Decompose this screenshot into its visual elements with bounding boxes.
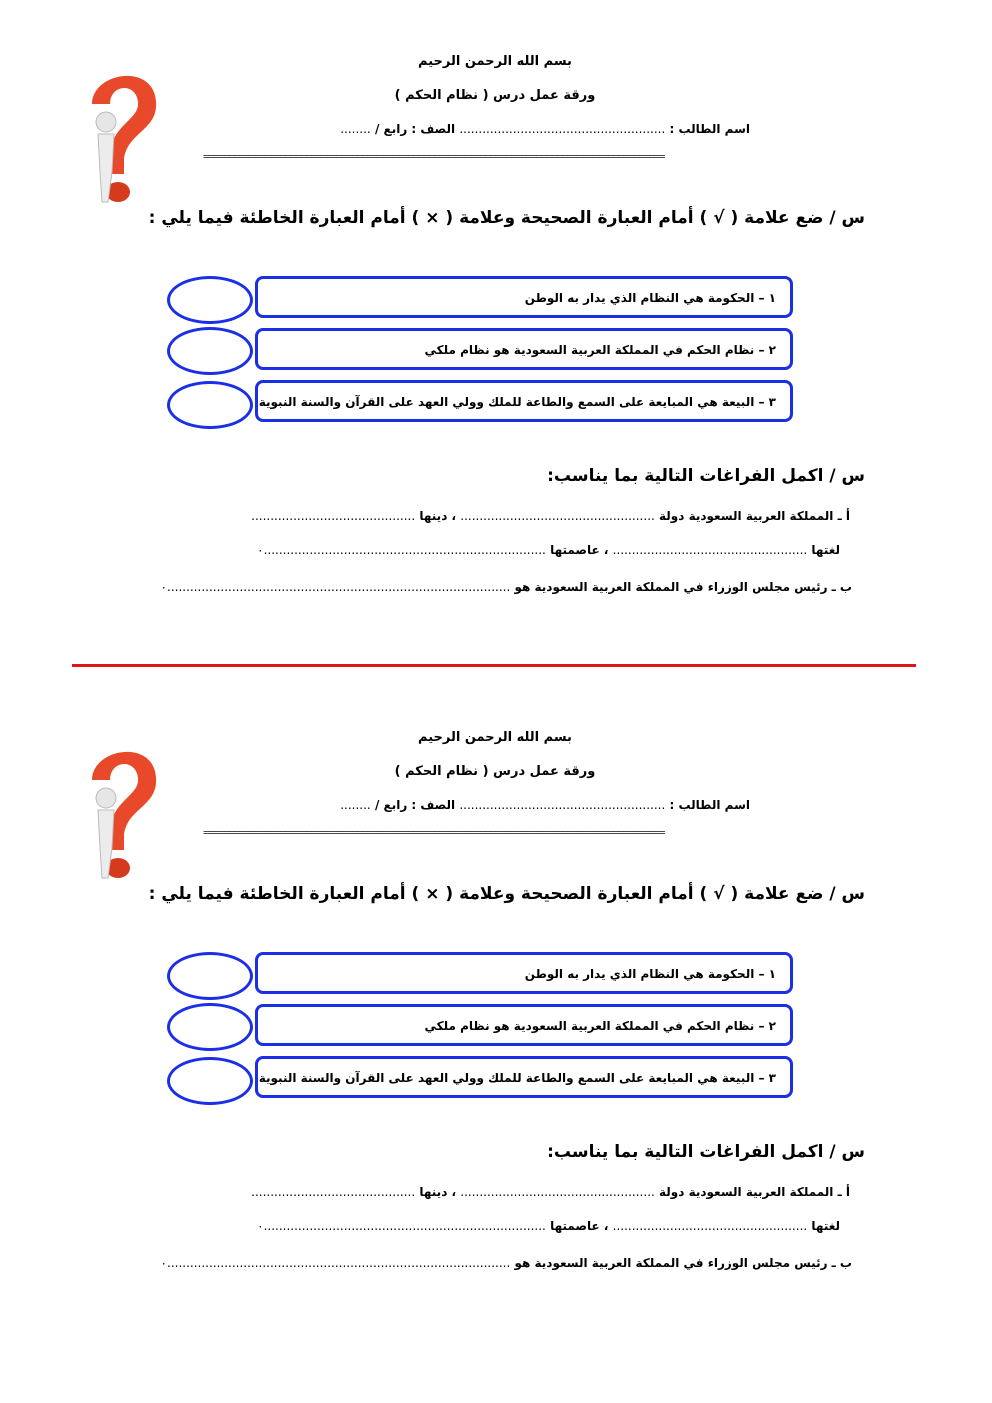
student-name-blank[interactable]: ...................................................... bbox=[459, 798, 666, 812]
separator: ========================================================================================== bbox=[203, 150, 665, 163]
separator: ========================================================================================== bbox=[203, 826, 665, 839]
answer-oval[interactable] bbox=[167, 1057, 253, 1105]
worksheet-top bbox=[0, 0, 992, 640]
question-mark-figure-icon bbox=[84, 62, 164, 210]
basmala: بسم الله الرحمن الرحيم bbox=[418, 54, 572, 69]
student-name-blank[interactable]: ...................................................... bbox=[459, 122, 666, 136]
statement-box: ٢ – نظام الحكم في المملكة العربية السعودية هو نظام ملكي bbox=[255, 1004, 793, 1046]
blank[interactable]: ..........................................................................٠ bbox=[257, 1219, 546, 1233]
blank[interactable]: ..........................................................................................٠ bbox=[160, 1256, 511, 1270]
blank[interactable]: ................................................... bbox=[460, 509, 655, 523]
fill-line-2: لغتها ................................................... ، عاصمتها ..........................................................................٠ bbox=[257, 1219, 840, 1233]
basmala: بسم الله الرحمن الرحيم bbox=[418, 730, 572, 745]
student-line: اسم الطالب : ...................................................... الصف : رابع / ........ bbox=[340, 122, 750, 136]
answer-oval[interactable] bbox=[167, 1003, 253, 1051]
blank[interactable]: ........................................... bbox=[251, 509, 416, 523]
statement-box: ٣ – البيعة هي المبايعة على السمع والطاعة للملك وولي العهد على القرآن والسنة النبوية bbox=[255, 1056, 793, 1098]
blank[interactable]: ..........................................................................................٠ bbox=[160, 580, 511, 594]
statement-box: ١ – الحكومة هي النظام الذي يدار به الوطن bbox=[255, 952, 793, 994]
fill-line-2: لغتها ................................................... ، عاصمتها ..........................................................................٠ bbox=[257, 543, 840, 557]
cut-divider bbox=[72, 664, 916, 667]
statement-box: ١ – الحكومة هي النظام الذي يدار به الوطن bbox=[255, 276, 793, 318]
blank[interactable]: ................................................... bbox=[612, 543, 808, 557]
question-1-title: س / ضع علامة ( √ ) أمام العبارة الصحيحة وعلامة ( × ) أمام العبارة الخاطئة فيما يلي : bbox=[148, 884, 865, 904]
worksheet-title: ورقة عمل درس ( نظام الحكم ) bbox=[394, 88, 596, 103]
question-1-title: س / ضع علامة ( √ ) أمام العبارة الصحيحة وعلامة ( × ) أمام العبارة الخاطئة فيما يلي : bbox=[148, 208, 865, 228]
fill-line-1: أ ـ المملكة العربية السعودية دولة ................................................... ، دينها ........................................... bbox=[251, 509, 850, 523]
student-line: اسم الطالب : ...................................................... الصف : رابع / ........ bbox=[340, 798, 750, 812]
statement-box: ٢ – نظام الحكم في المملكة العربية السعودية هو نظام ملكي bbox=[255, 328, 793, 370]
fill-line-3: ب ـ رئيس مجلس الوزراء في المملكة العربية السعودية هو ..........................................................................................٠ bbox=[160, 1256, 852, 1270]
blank[interactable]: ........................................... bbox=[251, 1185, 416, 1199]
answer-oval[interactable] bbox=[167, 381, 253, 429]
fill-line-3: ب ـ رئيس مجلس الوزراء في المملكة العربية السعودية هو ..........................................................................................٠ bbox=[160, 580, 852, 594]
answer-oval[interactable] bbox=[167, 327, 253, 375]
worksheet-bottom bbox=[0, 676, 992, 1316]
class-blank[interactable]: ........ bbox=[340, 122, 371, 136]
question-mark-figure-icon bbox=[84, 738, 164, 886]
blank[interactable]: ..........................................................................٠ bbox=[257, 543, 546, 557]
blank[interactable]: ................................................... bbox=[612, 1219, 808, 1233]
question-2-title: س / اكمل الفراغات التالية بما يناسب: bbox=[547, 466, 865, 486]
worksheet-title: ورقة عمل درس ( نظام الحكم ) bbox=[394, 764, 596, 779]
answer-oval[interactable] bbox=[167, 276, 253, 324]
blank[interactable]: ................................................... bbox=[460, 1185, 655, 1199]
class-blank[interactable]: ........ bbox=[340, 798, 371, 812]
fill-line-1: أ ـ المملكة العربية السعودية دولة ................................................... ، دينها ........................................... bbox=[251, 1185, 850, 1199]
statement-box: ٣ – البيعة هي المبايعة على السمع والطاعة للملك وولي العهد على القرآن والسنة النبوية bbox=[255, 380, 793, 422]
answer-oval[interactable] bbox=[167, 952, 253, 1000]
question-2-title: س / اكمل الفراغات التالية بما يناسب: bbox=[547, 1142, 865, 1162]
